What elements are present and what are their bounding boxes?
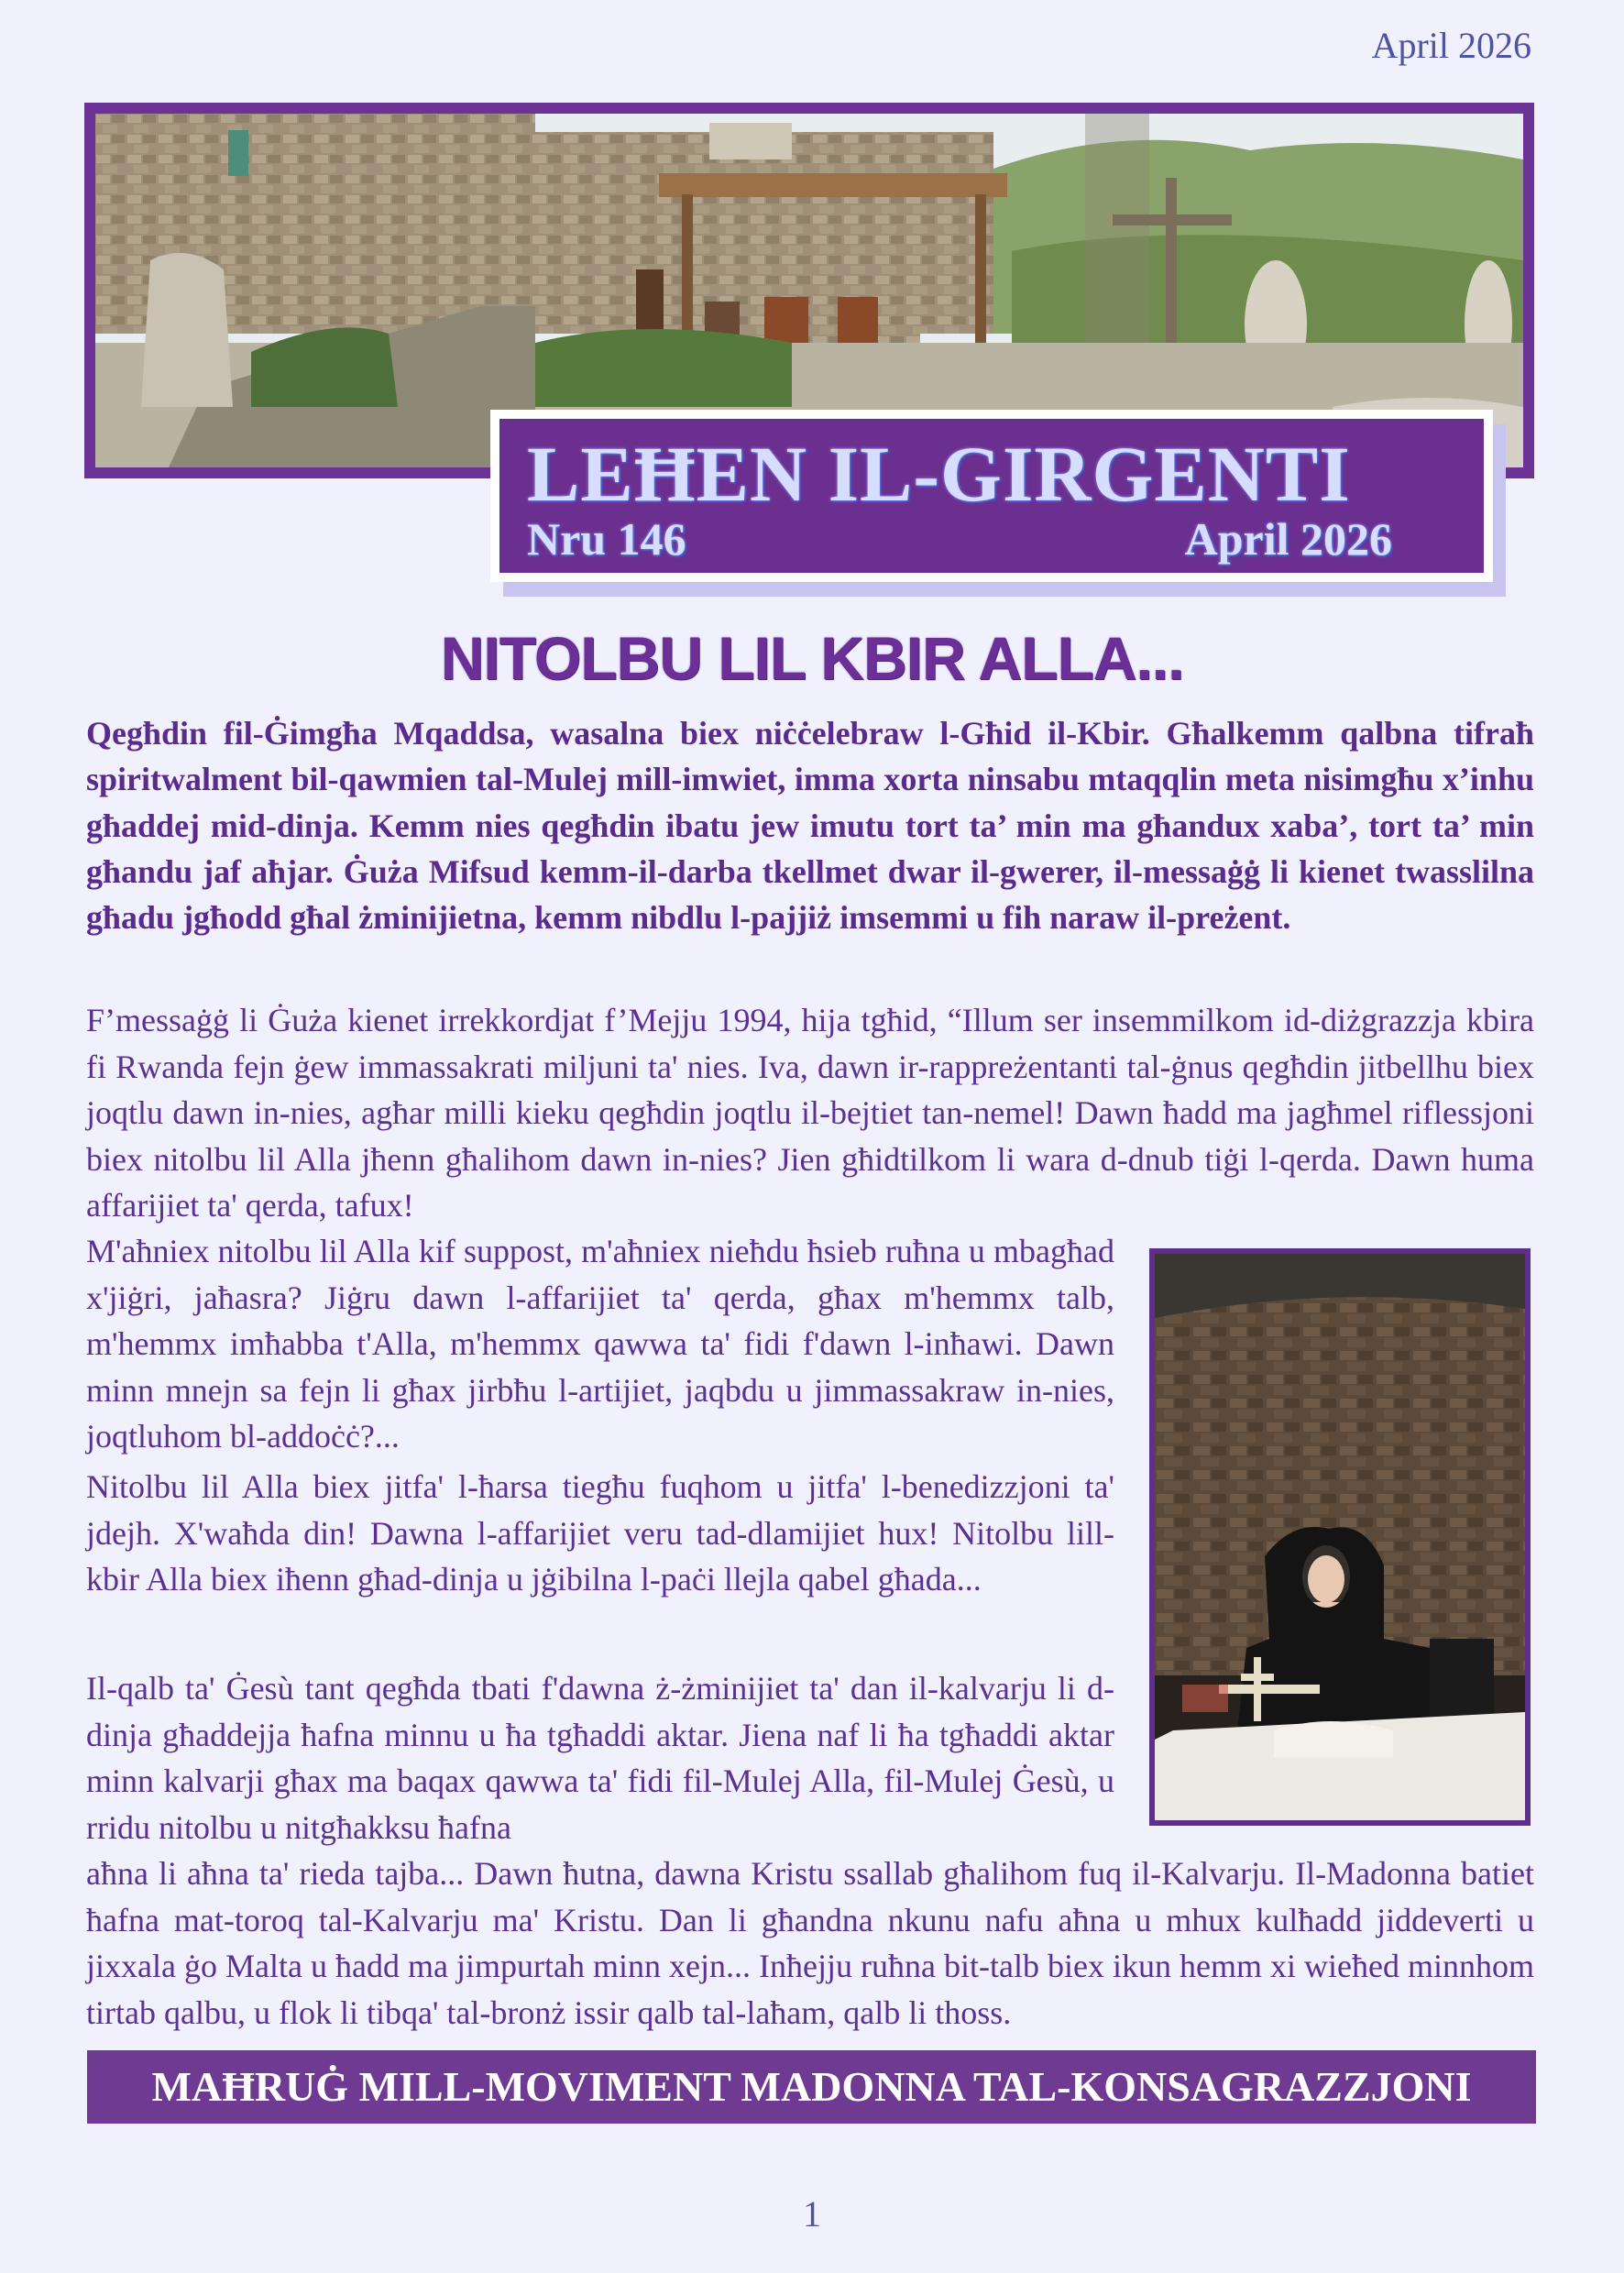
publisher-footer: MAĦRUĠ MILL-MOVIMENT MADONNA TAL-KONSAGRAZZJONI xyxy=(87,2050,1536,2124)
body-paragraph-quote: F’messaġġ li Ġuża kienet irrekkordjat f’Mejju 1994, hija tgħid, “Illum ser insemmilkom id-diżgrazzja kbira fi Rwanda fejn ġew immassakrati miljuni ta' nies. Iva, dawn ir-rappreżentanti tal-ġnus qegħdin jitbellhu biex joqtlu dawn in-nies, agħar milli kieku qegħdin joqtlu il-bejtiet tan-nemel! Dawn ħadd ma jagħmel riflessjoni biex nitolbu lil Alla jħenn għalihom dawn in-nies? Jien għidtilkom li wara d-dnub tiġi l-qerda. Dawn huma affarijiet ta' qerda, tafux! xyxy=(86,1002,1534,1224)
body-paragraph-column-3: Il-qalb ta' Ġesù tant qegħda tbati f'dawna ż-żminijiet ta' dan il-kalvarju li d-dinja għaddejja ħafna minnu u ħa tgħaddi aktar. Jiena naf li ħa tgħaddi aktar minn kalvarji għax ma baqax qawwa ta' fidi fil-Mulej Alla, fil-Mulej Ġesù, u rridu nitolbu u nitgħakksu ħafna xyxy=(86,1670,1114,1846)
issue-date: April 2026 xyxy=(1184,513,1392,565)
body-paragraph-column-2: Nitolbu lil Alla biex jitfa' l-ħarsa tiegħu fuqhom u jitfa' l-benedizzjoni ta' jdejh. X'waħda din! Dawna l-affarijiet veru tad-dlamijiet hux! Nitolbu lill-kbir Alla biex iħenn għad-dinja u jġibilna l-paċi llejla qabel għada... xyxy=(86,1468,1114,1598)
page-number: 1 xyxy=(803,2193,821,2235)
page-header-date: April 2026 xyxy=(1371,25,1531,66)
body-paragraph-column-1: M'aħniex nitolbu lil Alla kif suppost, m'aħniex nieħdu ħsieb ruħna u mbagħad x'jiġri, jaħasra? Jiġru dawn l-affarijiet ta' qerda, għax m'hemmx talb, m'hemmx imħabba t'Alla, m'hemmx qawwa ta' fidi f'dawn l-inħawi. Dawn minn mnejn sa fejn li għax jirbħu l-artijiet, jaqbdu u jimmassakraw in-nies, joqtluhom bl-addoċċ?... xyxy=(86,1233,1114,1455)
article-headline: NITOLBU LIL KBIR ALLA... xyxy=(440,624,1184,692)
masthead xyxy=(490,410,1493,582)
masthead-title: LEĦEN IL-GIRGENTI xyxy=(527,430,1351,518)
issue-number: Nru 146 xyxy=(527,513,686,565)
body-paragraph-final: aħna li aħna ta' rieda tajba... Dawn ħutna, dawna Kristu ssallab għalihom fuq il-Kalvarju. Il-Madonna batiet ħafna mat-toroq tal-Kalvarju ma' Kristu. Dan li għandna nkunu nafu aħna u mhux kulħadd jiddeverti u jixxala ġo Malta u ħadd ma jimpurtah minn xejn... Inħejju ruħna bit-talb biex ikun hemm xi wieħed minnhom tirtab qalbu, u flok li tibqa' tal-bronż issir qalb tal-laħam, qalb li thoss. xyxy=(86,1855,1534,2031)
lead-paragraph: Qegħdin fil-Ġimgħa Mqaddsa, wasalna biex niċċelebraw l-Għid il-Kbir. Għalkemm qalbna tifraħ spiritwalment bil-qawmien tal-Mulej mill-imwiet, imma xorta ninsabu mtaqqlin meta nisimgħu x’inhu għaddej mid-dinja. Kemm nies qegħdin ibatu jew imutu tort ta’ min ma għandux xaba’, tort ta’ min għandu jaf aħjar. Ġuża Mifsud kemm-il-darba tkellmet dwar il-gwerer, il-messaġġ li kienet twasslilna għadu jgħodd għal żminijietna, kemm nibdlu l-pajjiż imsemmi u fih naraw il-preżent. xyxy=(86,715,1534,937)
article-photo xyxy=(1149,1248,1531,1826)
